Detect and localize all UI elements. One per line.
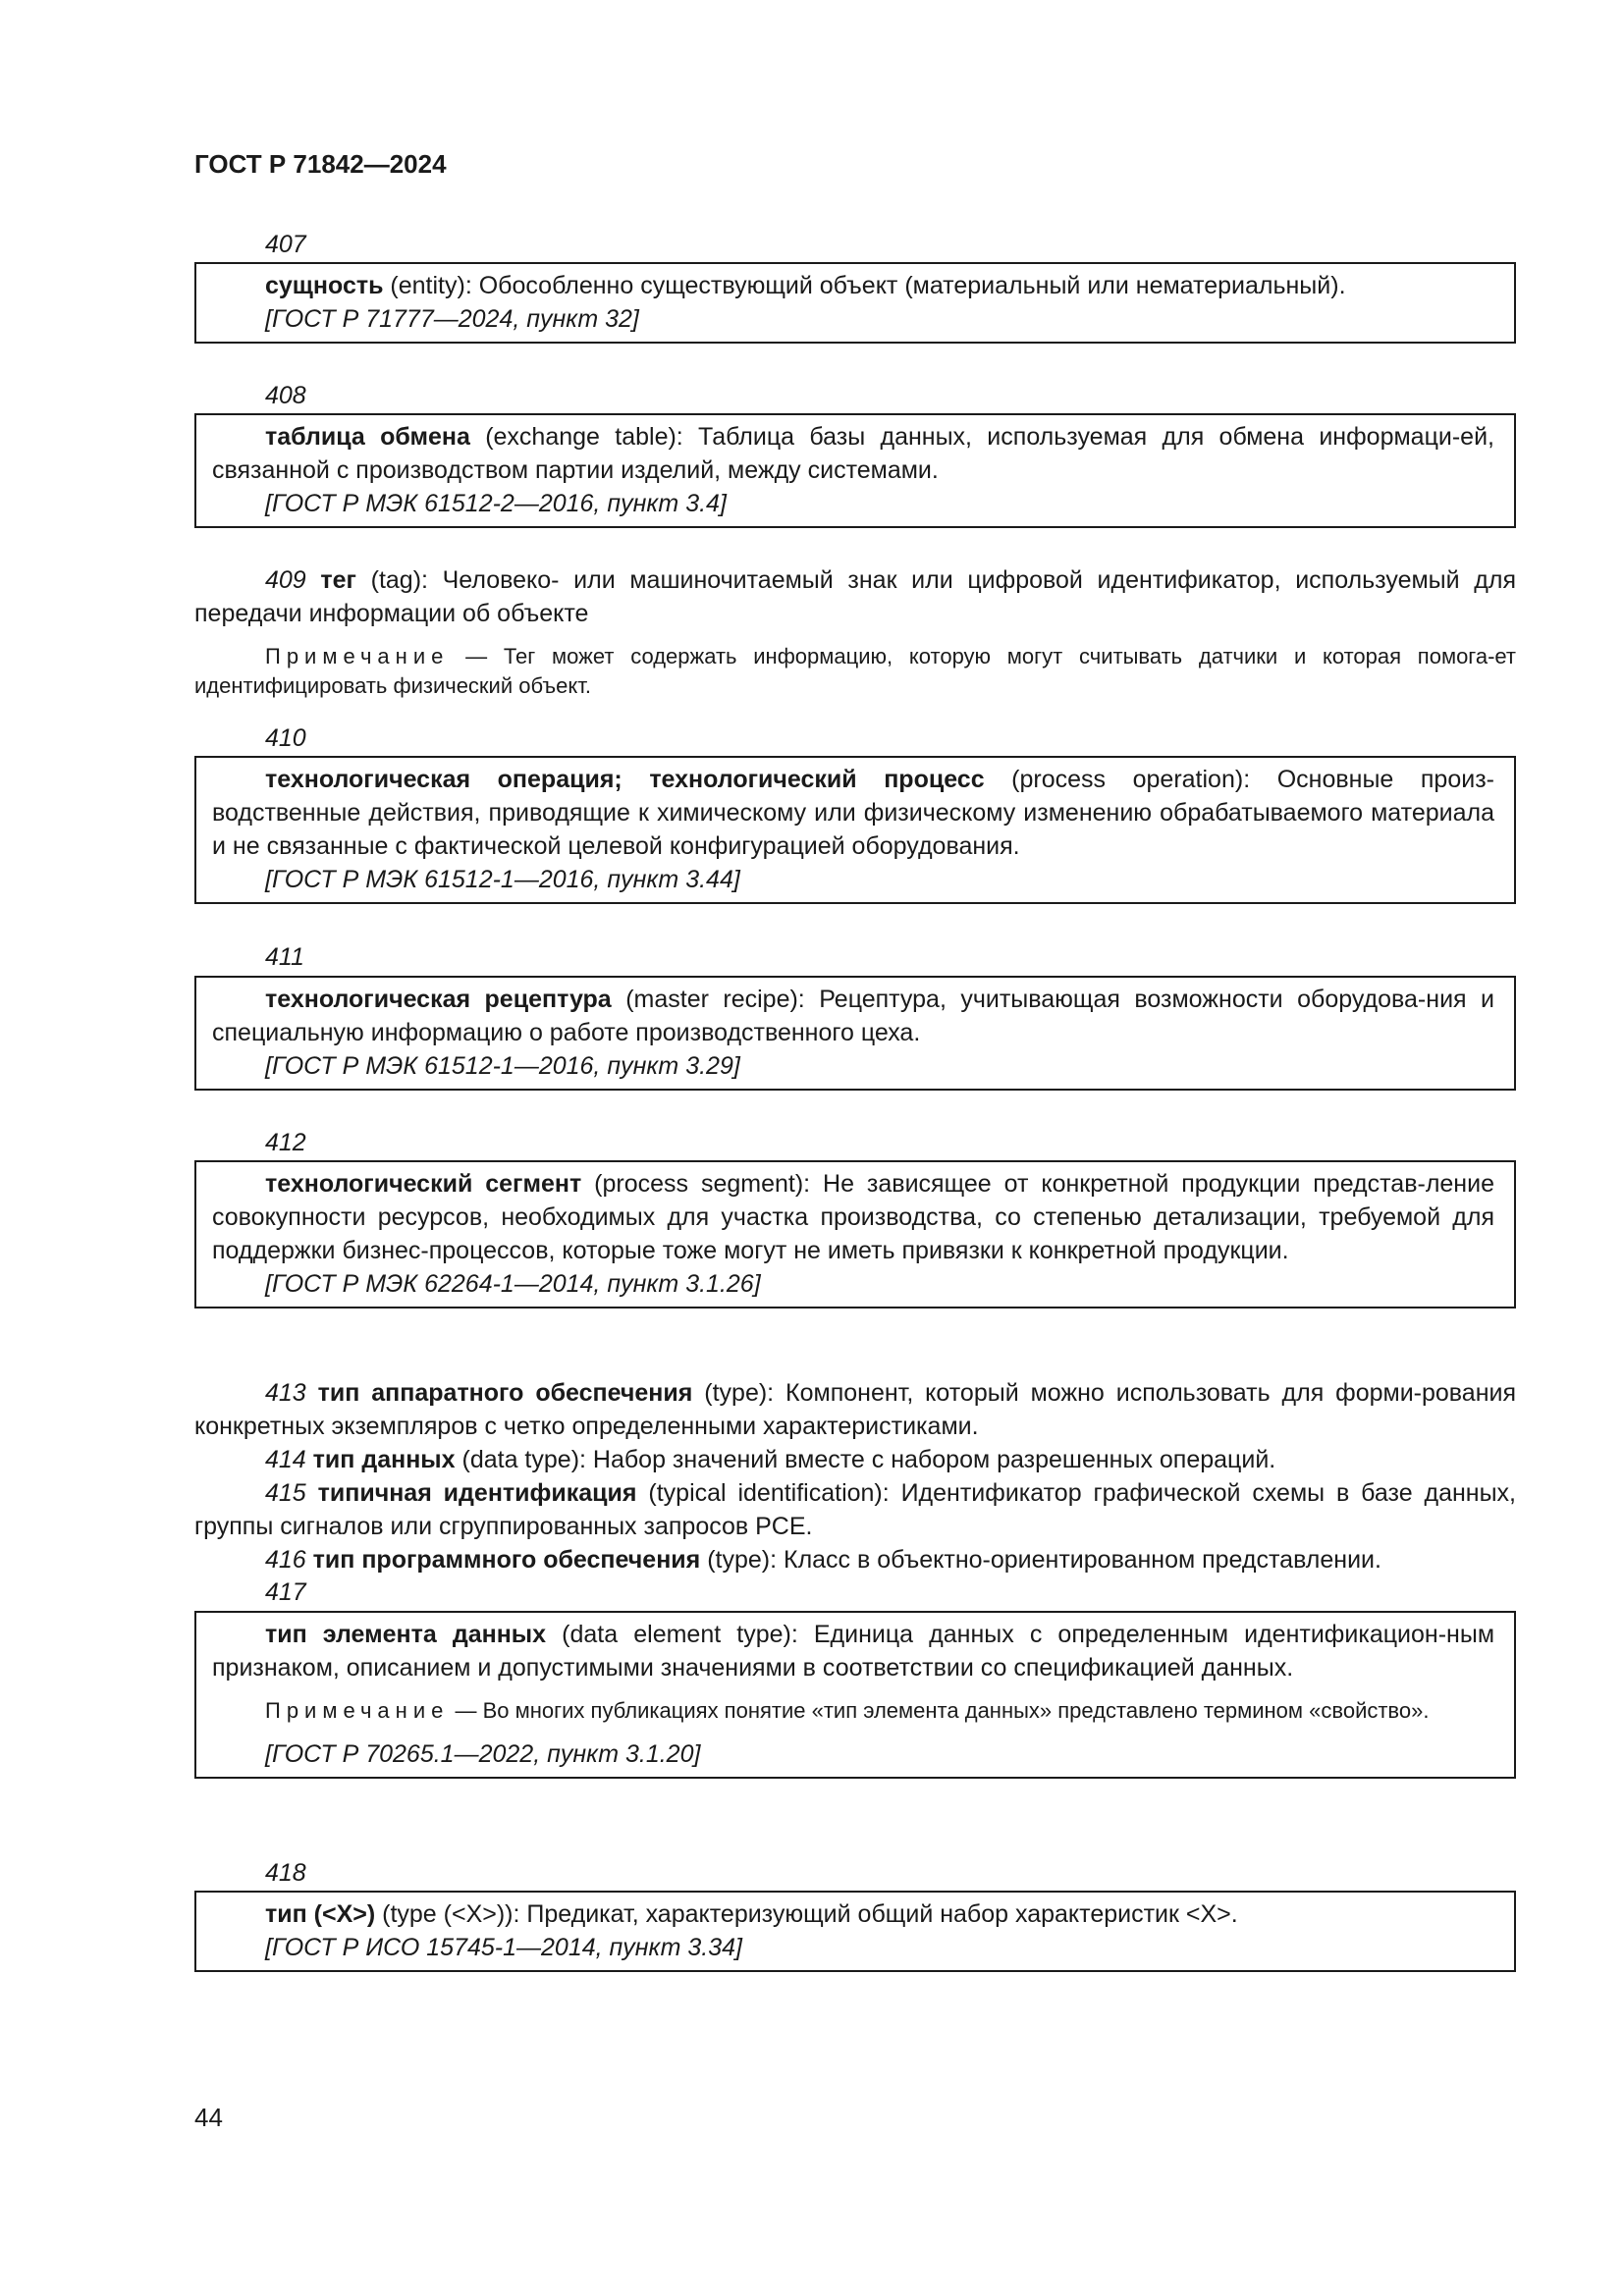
term-number-414: 414	[265, 1446, 306, 1473]
term-410: технологическая операция; технологический процесс	[265, 766, 985, 793]
term-number-410: 410	[265, 724, 306, 752]
definition-text-414: (data type): Набор значений вместе с набором разрешенных операций.	[455, 1446, 1276, 1473]
reference-410: [ГОСТ Р МЭК 61512-1—2016, пункт 3.44]	[265, 866, 740, 893]
note-417	[212, 1696, 1494, 1726]
definition-text-415: (typical identification): Идентификатор графической схемы в базе данных, группы сигналов или сгруппированных запросов PCE.	[194, 1479, 1516, 1540]
term-416: тип программного обеспечения	[312, 1546, 701, 1574]
term-408: таблица обмена	[265, 423, 470, 451]
term-414: тип данных	[312, 1446, 456, 1473]
note-409	[194, 642, 1516, 701]
reference-412: [ГОСТ Р МЭК 62264-1—2014, пункт 3.1.26]	[265, 1270, 761, 1298]
reference-417: [ГОСТ Р 70265.1—2022, пункт 3.1.20]	[265, 1740, 701, 1768]
definition-text-413: (type): Компонент, который можно использовать для форми-рования конкретных экземпляров с четко определенными характеристиками.	[194, 1379, 1517, 1440]
page-header: ГОСТ Р 71842—2024	[194, 149, 447, 179]
reference-411: [ГОСТ Р МЭК 61512-1—2016, пункт 3.29]	[265, 1052, 740, 1080]
note-text-409: — Тег может содержать информацию, которую могут считывать датчики и которая помога-ет идентифицировать физический объект.	[194, 644, 1516, 698]
definition-413	[194, 1376, 1516, 1443]
definition-408	[212, 420, 1494, 487]
definition-418	[212, 1897, 1494, 1931]
definition-text-410: (process operation): Основные произ-водственные действия, приводящие к химическому или физическому изменению обрабатываемого материала и не связанные с фактической целевой конфигурацией оборудования.	[212, 766, 1494, 860]
note-text-417: — Во многих публикациях понятие «тип элемента данных» представлено термином «свойство».	[449, 1698, 1430, 1723]
term-number-415: 415	[265, 1479, 306, 1507]
term-413: тип аппаратного обеспечения	[317, 1379, 693, 1407]
definition-text-409: (tag): Человеко- или машиночитаемый знак или цифровой идентификатор, используемый для передачи информации об объекте	[194, 566, 1516, 627]
term-418: тип (<X>)	[265, 1900, 376, 1928]
term-409: тег	[320, 566, 356, 594]
term-412: технологический сегмент	[265, 1170, 582, 1198]
term-411: технологическая рецептура	[265, 986, 612, 1013]
term-number-412: 412	[265, 1129, 306, 1156]
entries-413-416	[194, 1376, 1516, 1576]
term-number-409: 409	[265, 566, 306, 594]
term-number-413: 413	[265, 1379, 306, 1407]
term-415: типичная идентификация	[317, 1479, 637, 1507]
definition-410	[212, 763, 1494, 863]
term-number-418: 418	[265, 1859, 306, 1887]
definition-409	[194, 563, 1516, 630]
definition-text-412: (process segment): Не зависящее от конкретной продукции представ-ление совокупности ресурсов, необходимых для участка производства, со степенью детализации, требуемой для поддержки бизнес-процессов, которые тоже могут не иметь привязки к конкретной продукции.	[212, 1170, 1494, 1264]
term-box-410	[194, 756, 1516, 904]
definition-text-416: (type): Класс в объектно-ориентированном представлении.	[700, 1546, 1381, 1574]
term-417: тип элемента данных	[265, 1621, 547, 1648]
definition-text-407: (entity): Обособленно существующий объект (материальный или нематериальный).	[383, 272, 1346, 299]
term-number-408: 408	[265, 382, 306, 409]
note-label-417: Примечание	[265, 1698, 450, 1723]
term-box-408	[194, 413, 1516, 528]
term-box-411	[194, 976, 1516, 1091]
reference-407: [ГОСТ Р 71777—2024, пункт 32]	[265, 305, 639, 333]
definition-407	[212, 269, 1494, 302]
term-number-416: 416	[265, 1546, 306, 1574]
reference-418: [ГОСТ Р ИСО 15745-1—2014, пункт 3.34]	[265, 1934, 742, 1961]
definition-417	[212, 1618, 1494, 1684]
entry-409	[194, 563, 1516, 630]
reference-408: [ГОСТ Р МЭК 61512-2—2016, пункт 3.4]	[265, 490, 727, 517]
definition-416	[194, 1543, 1516, 1576]
term-407: сущность	[265, 272, 384, 299]
term-box-407	[194, 262, 1516, 344]
definition-text-411: (master recipe): Рецептура, учитывающая возможности оборудова-ния и специальную информацию о работе производственного цеха.	[212, 986, 1495, 1046]
note-label-409: Примечание	[265, 644, 450, 668]
term-box-417	[194, 1611, 1516, 1779]
definition-414	[194, 1443, 1516, 1476]
term-number-407: 407	[265, 231, 306, 258]
term-box-412	[194, 1160, 1516, 1308]
definition-411	[212, 983, 1494, 1049]
term-box-418	[194, 1891, 1516, 1972]
definition-412	[212, 1167, 1494, 1267]
definition-text-417: (data element type): Единица данных с определенным идентификацион-ным признаком, описанием и допустимыми значениями в соответствии со спецификацией данных.	[212, 1621, 1495, 1682]
term-number-417: 417	[265, 1578, 306, 1606]
page-number: 44	[194, 2103, 223, 2132]
term-number-411: 411	[265, 943, 304, 971]
definition-text-408: (exchange table): Таблица базы данных, используемая для обмена информаци-ей, связанной с производством партии изделий, между системами.	[212, 423, 1494, 484]
definition-415	[194, 1476, 1516, 1543]
definition-text-418: (type (<X>)): Предикат, характеризующий общий набор характеристик <X>.	[375, 1900, 1238, 1928]
